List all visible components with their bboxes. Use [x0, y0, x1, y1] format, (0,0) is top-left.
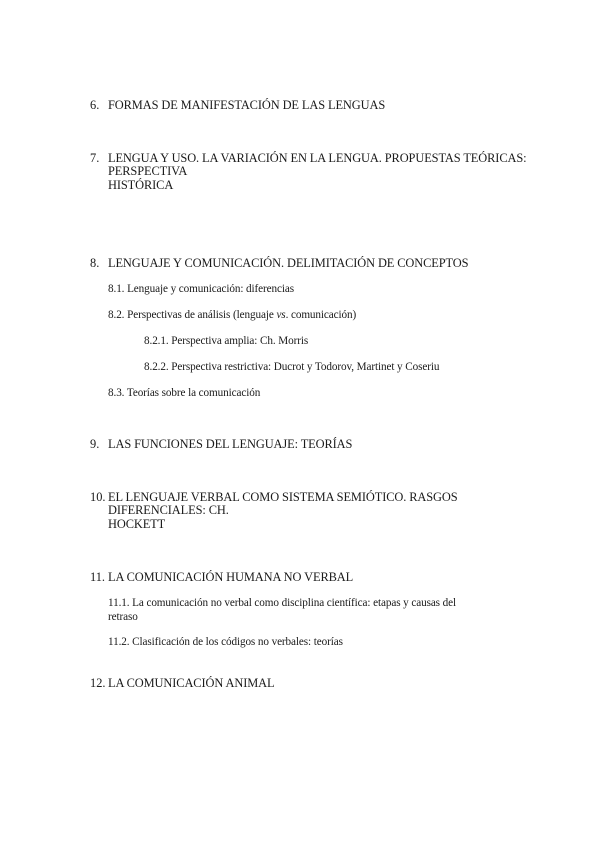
- section-title: LA COMUNICACIÓN ANIMAL: [108, 676, 275, 690]
- section-title-line: PERSPECTIVA: [108, 164, 188, 178]
- section-number: 11.: [90, 570, 106, 584]
- section-number: 7.: [90, 151, 100, 165]
- subsection-item: 11.2. Clasificación de los códigos no verbales: teorías: [108, 636, 343, 648]
- section-title: FORMAS DE MANIFESTACIÓN DE LAS LENGUAS: [108, 98, 386, 112]
- section-title-line: HISTÓRICA: [108, 178, 174, 192]
- section-number: 8.: [90, 256, 100, 270]
- subsection-item: 8.1. Lenguaje y comunicación: diferencias: [108, 283, 295, 295]
- section-title-line: LENGUA Y USO. LA VARIACIÓN EN LA LENGUA. PROPUESTAS TEÓRICAS:: [108, 151, 527, 165]
- section-number: 6.: [90, 98, 100, 112]
- subsection-item: 8.2. Perspectivas de análisis (lenguaje vs. comunicación): [108, 309, 357, 321]
- section-title: LAS FUNCIONES DEL LENGUAJE: TEORÍAS: [108, 437, 353, 451]
- subsection-item: 8.2.1. Perspectiva amplia: Ch. Morris: [144, 335, 309, 347]
- section-number: 12.: [90, 676, 106, 690]
- subsection-item: retraso: [108, 611, 138, 623]
- section-number: 10.: [90, 490, 106, 504]
- subsection-item: 8.3. Teorías sobre la comunicación: [108, 387, 261, 399]
- subsection-item: 8.2.2. Perspectiva restrictiva: Ducrot y Todorov, Martinet y Coseriu: [144, 361, 440, 373]
- section-number: 9.: [90, 437, 100, 451]
- section-title: LENGUAJE Y COMUNICACIÓN. DELIMITACIÓN DE CONCEPTOS: [108, 256, 469, 270]
- section-title-line: HOCKETT: [108, 517, 166, 531]
- section-title-line: EL LENGUAJE VERBAL COMO SISTEMA SEMIÓTICO. RASGOS: [108, 490, 458, 504]
- section-title-line: DIFERENCIALES: CH.: [108, 503, 229, 517]
- subsection-item: 11.1. La comunicación no verbal como disciplina científica: etapas y causas del: [108, 597, 457, 609]
- section-title: LA COMUNICACIÓN HUMANA NO VERBAL: [108, 570, 354, 584]
